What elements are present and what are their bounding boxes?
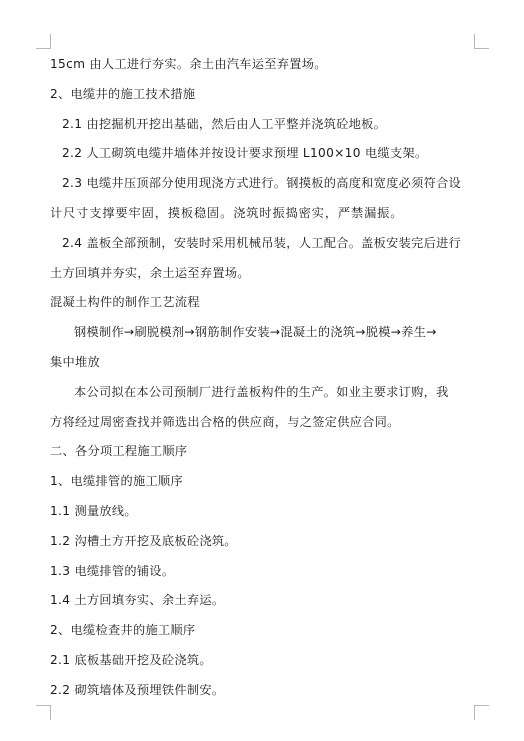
document-body [50, 50, 476, 706]
section-heading: 混凝土构件的制作工艺流程 [50, 295, 200, 310]
list-item: 1.1 测量放线。 [50, 503, 137, 518]
paragraph-line: 2.2 人工砌筑电缆井墙体并按设计要求预埋 L100×10 电缆支架。 [62, 146, 428, 161]
list-item: 2.2 砌筑墙体及预埋铁件制安。 [50, 682, 225, 697]
paragraph-line: 计尺寸支撑要牢固，摸板稳固。浇筑时振捣密实，严禁漏振。 [50, 205, 404, 220]
paragraph-line: 土方回填并夯实，余土运至弃置场。 [50, 265, 250, 280]
paragraph-line: 15cm 由人工进行夯实。余土由汽车运至弃置场。 [50, 57, 327, 71]
paragraph-line: 集中堆放 [50, 354, 100, 369]
section-heading: 二、各分项工程施工顺序 [50, 444, 188, 459]
paragraph-line: 本公司拟在本公司预制厂进行盖板构件的生产。如业主要求订购，我 [74, 384, 449, 399]
paragraph-line: 2.3 电缆井压顶部分使用现浇方式进行。钢摸板的高度和宽度必须符合设 [62, 176, 462, 191]
section-heading: 2、电缆井的施工技术措施 [50, 86, 196, 101]
paragraph-line: 2.1 由挖掘机开挖出基础，然后由人工平整并浇筑砼地板。 [62, 116, 387, 131]
list-item: 1.2 沟槽土方开挖及底板砼浇筑。 [50, 533, 237, 548]
paragraph-line: 2.4 盖板全部预制，安装时采用机械吊装，人工配合。盖板安装完后进行 [62, 235, 462, 250]
list-item: 1.3 电缆排管的铺设。 [50, 563, 175, 578]
subsection-heading: 2、电缆检查井的施工顺序 [50, 623, 196, 638]
crop-mark-bottom-left [36, 705, 51, 720]
crop-mark-bottom-right [474, 705, 489, 720]
paragraph-line: 方将经过周密查找并筛选出合格的供应商，与之签定供应合同。 [50, 414, 400, 429]
crop-mark-top-left [36, 34, 51, 49]
list-item: 1.4 土方回填夯实、余土弃运。 [50, 593, 225, 608]
list-item: 2.1 底板基础开挖及砼浇筑。 [50, 652, 212, 667]
crop-mark-top-right [474, 34, 489, 49]
subsection-heading: 1、电缆排管的施工顺序 [50, 474, 183, 489]
paragraph-line: 钢模制作→刷脱模剂→钢筋制作安装→混凝土的浇筑→脱模→养生→ [74, 325, 437, 340]
